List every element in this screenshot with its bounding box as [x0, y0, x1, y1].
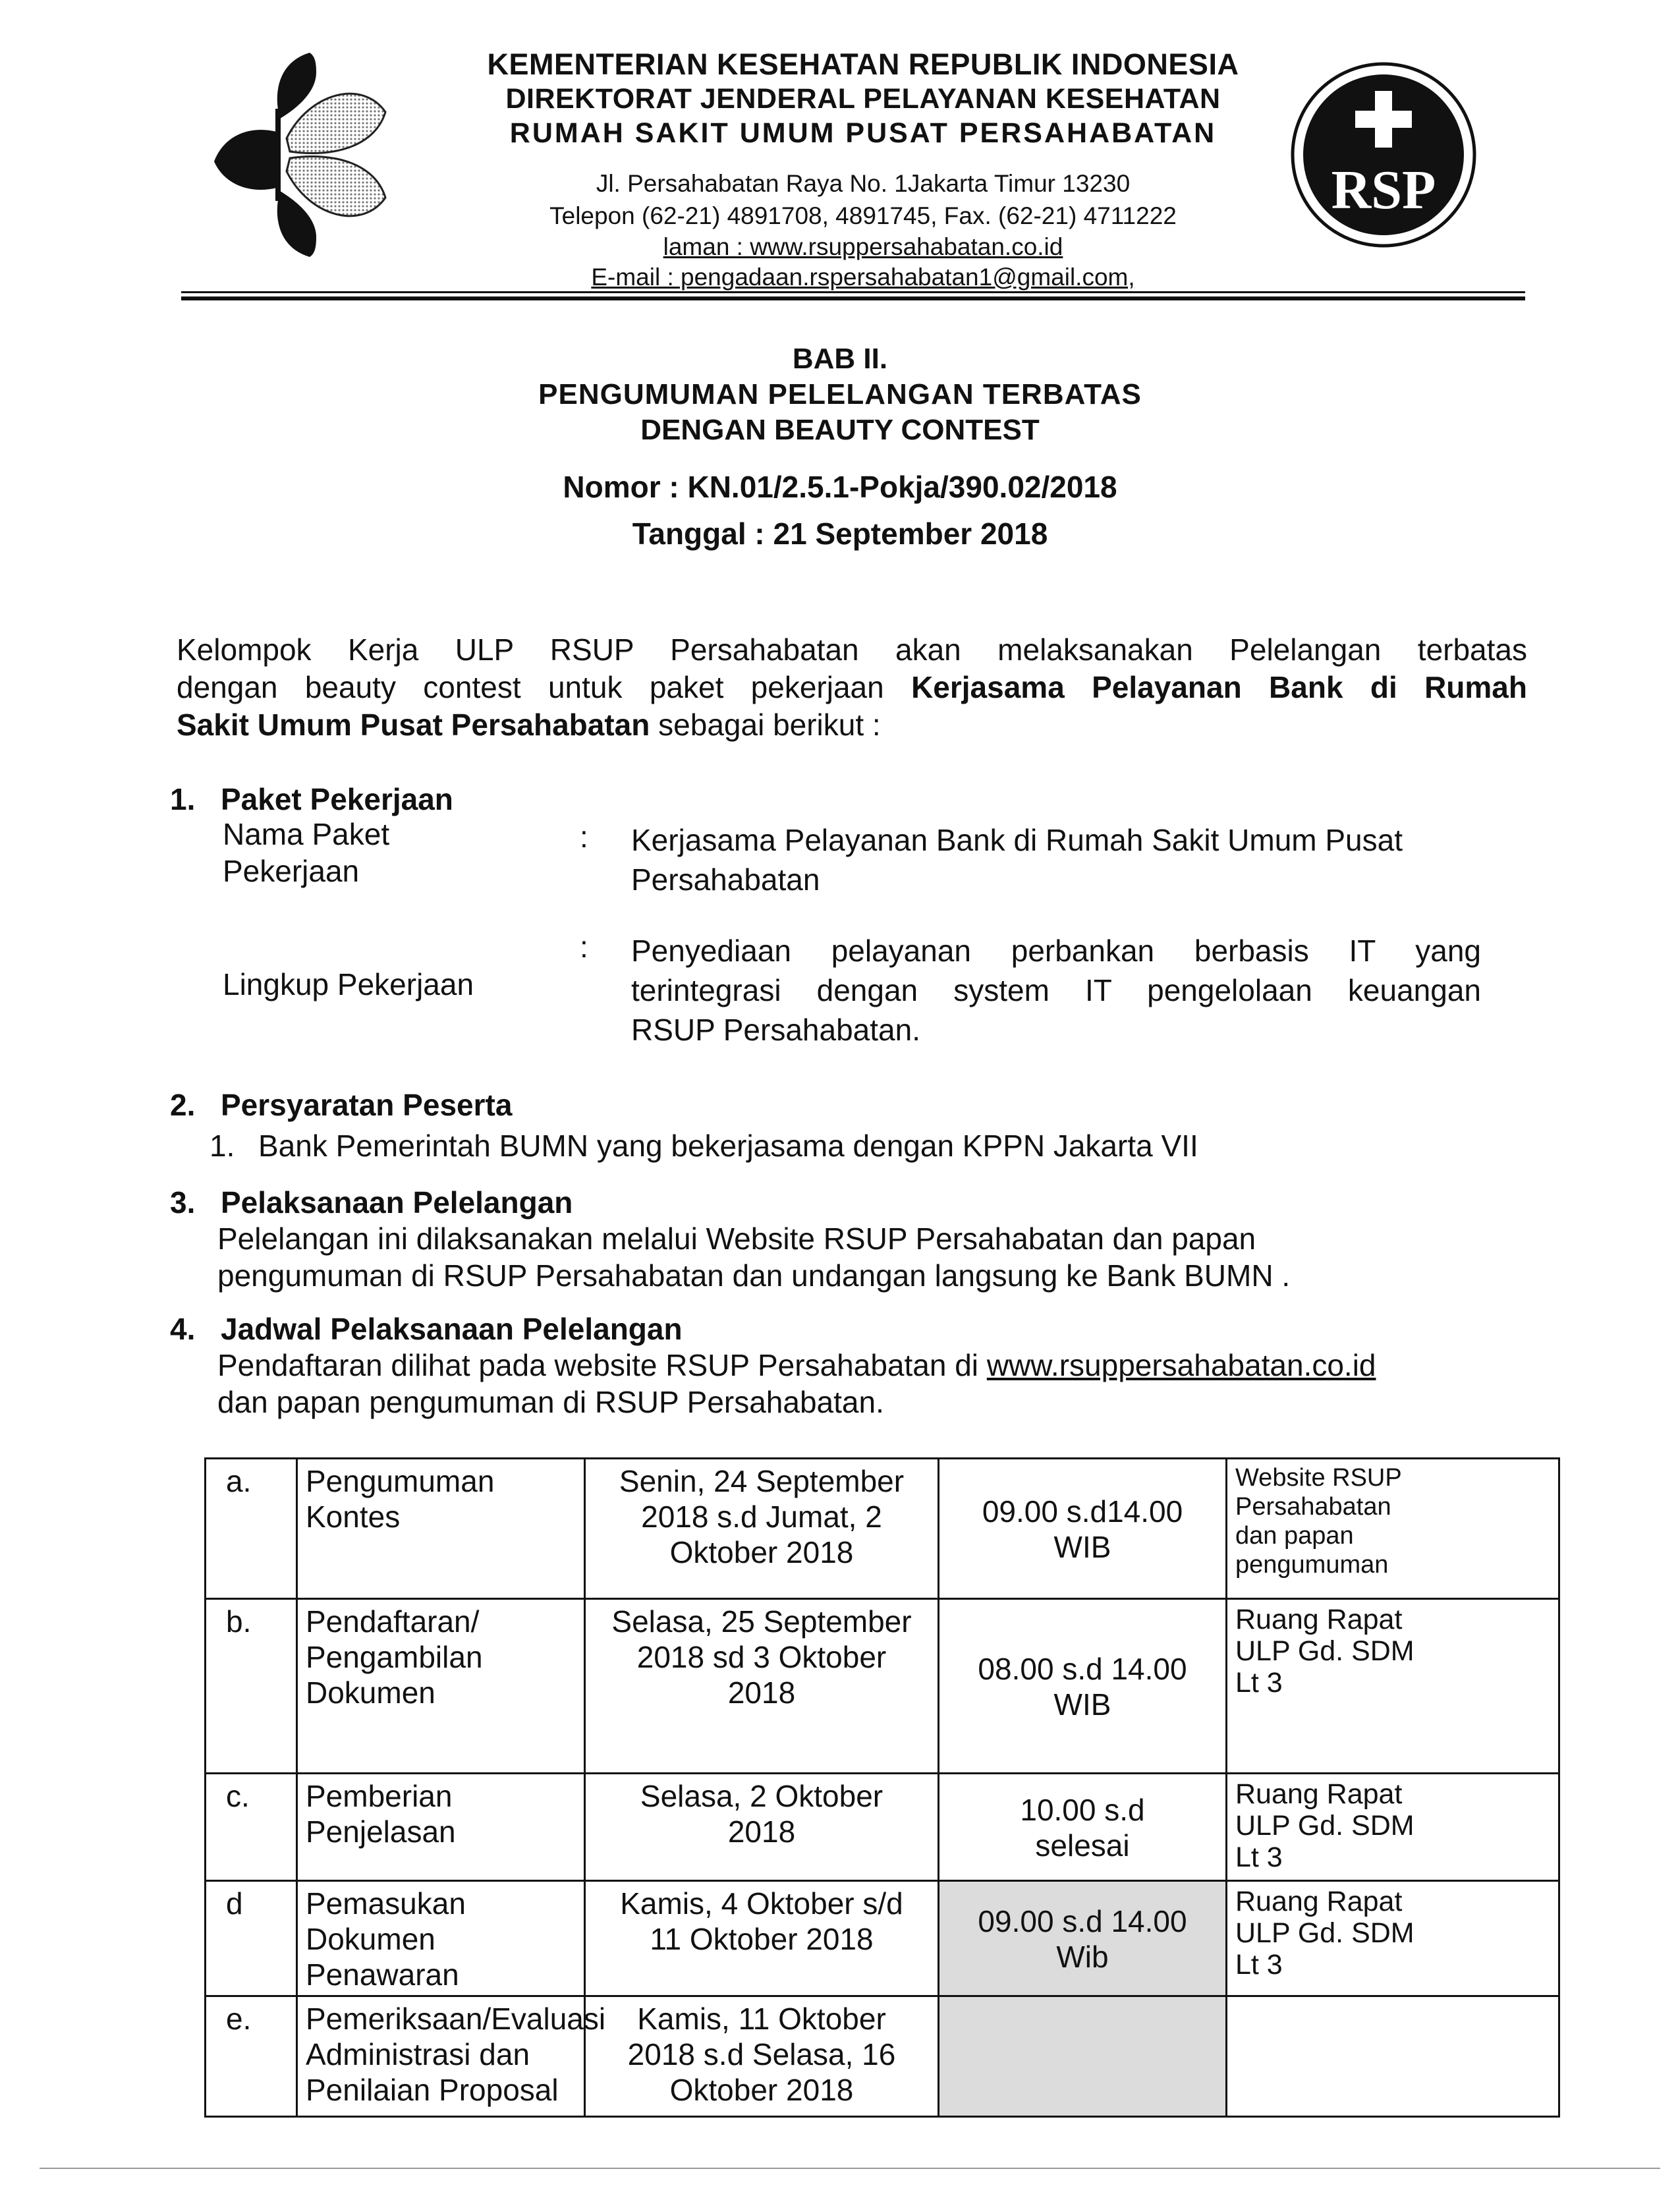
schedule-cell-activity-line: Administrasi dan	[306, 2037, 530, 2071]
rsp-logo	[1288, 59, 1479, 250]
work-scope-colon: :	[580, 930, 588, 964]
announcement-title-line1: PENGUMUMAN PELELANGAN TERBATAS	[538, 378, 1142, 410]
section4-line2: dan papan pengumuman di RSUP Persahabatan.	[217, 1385, 884, 1419]
chapter-heading: BAB II.	[792, 343, 888, 375]
section4-title: Jadwal Pelaksanaan Pelelangan	[221, 1312, 683, 1346]
schedule-cell-date-line: Senin, 24 September	[619, 1464, 905, 1498]
intro-line1: Kelompok Kerja ULP RSUP Persahabatan akan melaksanakan Pelelangan terbatas	[177, 633, 1527, 667]
schedule-cell-place-line: Ruang Rapat	[1235, 1604, 1403, 1635]
schedule-cell-date-line: Oktober 2018	[669, 2073, 854, 2107]
schedule-cell-place-line: Lt 3	[1235, 1842, 1283, 1873]
schedule-cell-activity	[297, 1774, 585, 1881]
hospital-name: RUMAH SAKIT UMUM PUSAT PERSAHABATAN	[509, 117, 1217, 149]
schedule-cell-place-line: Ruang Rapat	[1235, 1886, 1403, 1917]
schedule-row	[206, 1996, 1559, 2117]
schedule-cell-time	[939, 1774, 1227, 1881]
schedule-cell-activity-line: Pemeriksaan/Evaluasi	[306, 2002, 606, 2036]
schedule-cell-place-line: Lt 3	[1235, 1667, 1283, 1699]
schedule-cell-activity-line: Pengumuman Kontes	[306, 1464, 495, 1534]
schedule-cell-activity-line: Pengambilan	[306, 1640, 483, 1674]
schedule-letter: c.	[226, 1779, 250, 1813]
schedule-cell-time-line: selesai	[1035, 1828, 1130, 1863]
work-scope-value	[631, 931, 1481, 1050]
section3-line2: pengumuman di RSUP Persahabatan dan undangan langsung ke Bank BUMN .	[217, 1258, 1291, 1293]
section2-title: Persyaratan Peserta	[221, 1088, 513, 1122]
schedule-cell-activity-line: Penawaran	[306, 1957, 459, 1992]
schedule-cell-time-line: 09.00 s.d 14.00	[978, 1904, 1187, 1938]
schedule-cell-place	[1227, 1881, 1559, 1996]
schedule-cell-date-line: Kamis, 11 Oktober	[637, 2002, 886, 2036]
intro-line2-text: dengan beauty contest untuk paket pekerjaan	[177, 670, 912, 704]
schedule-cell-activity	[297, 1459, 585, 1599]
section2-number: 2.	[170, 1088, 196, 1122]
section1-title: Paket Pekerjaan	[221, 782, 453, 816]
schedule-table-body	[206, 1459, 1559, 2117]
schedule-row	[206, 1881, 1559, 1996]
schedule-cell-time-line: 08.00 s.d 14.00	[978, 1652, 1187, 1686]
schedule-cell-place	[1227, 1996, 1559, 2117]
schedule-letter: a.	[226, 1464, 252, 1498]
schedule-cell-date-line: 2018 s.d Jumat, 2	[641, 1500, 882, 1534]
schedule-cell-date-line: Kamis, 4 Oktober s/d	[620, 1886, 903, 1921]
directorate-name: DIREKTORAT JENDERAL PELAYANAN KESEHATAN	[505, 83, 1221, 115]
schedule-cell-activity-line: Pendaftaran/	[306, 1604, 480, 1639]
intro-line2	[177, 669, 1527, 706]
ministry-name: KEMENTERIAN KESEHATAN REPUBLIK INDONESIA	[487, 47, 1239, 81]
document-date: Tanggal : 21 September 2018	[632, 517, 1048, 551]
schedule-cell-letter	[206, 1459, 297, 1599]
schedule-cell-time	[939, 1459, 1227, 1599]
section3-paragraph	[217, 1220, 1290, 1294]
hospital-address: Jl. Persahabatan Raya No. 1Jakarta Timur 13230	[596, 170, 1131, 197]
schedule-row	[206, 1459, 1559, 1599]
hospital-email: E-mail : pengadaan.rspersahabatan1@gmail.com,	[591, 264, 1135, 291]
schedule-cell-date-line: 11 Oktober 2018	[650, 1922, 874, 1956]
intro-line3	[177, 706, 1527, 744]
work-scope-value-line3: RSUP Persahabatan.	[631, 1013, 920, 1047]
package-name-label-line2: Pekerjaan	[223, 854, 360, 888]
schedule-cell-letter	[206, 1996, 297, 2117]
section3-title: Pelaksanaan Pelelangan	[221, 1185, 573, 1220]
schedule-cell-place	[1227, 1459, 1559, 1599]
schedule-cell-time-line: WIB	[1053, 1530, 1111, 1564]
header-divider-thin	[181, 291, 1525, 293]
schedule-cell-place-line: Lt 3	[1235, 1949, 1283, 1981]
schedule-cell-place-line: ULP Gd. SDM	[1235, 1917, 1414, 1949]
section4-paragraph	[217, 1347, 1376, 1420]
schedule-cell-activity	[297, 1599, 585, 1774]
schedule-cell-date	[585, 1459, 939, 1599]
schedule-cell-place-line: Ruang Rapat	[1235, 1778, 1403, 1810]
intro-paragraph	[177, 631, 1527, 744]
schedule-cell-date	[585, 1881, 939, 1996]
schedule-cell-place-line: ULP Gd. SDM	[1235, 1635, 1414, 1667]
intro-hospital-name: Sakit Umum Pusat Persahabatan	[177, 708, 650, 742]
schedule-cell-time-line: 10.00 s.d	[1020, 1793, 1145, 1827]
schedule-cell-activity-line: Pemberian Penjelasan	[306, 1779, 456, 1849]
schedule-cell-date	[585, 1996, 939, 2117]
website-link[interactable]: www.rsuppersahabatan.co.id	[986, 1348, 1376, 1382]
schedule-cell-place	[1227, 1599, 1559, 1774]
work-scope-value-line1: Penyediaan pelayanan perbankan berbasis IT yang	[631, 934, 1481, 968]
announcement-title-line2: DENGAN BEAUTY CONTEST	[640, 414, 1040, 446]
schedule-cell-activity-line: Dokumen	[306, 1675, 435, 1710]
schedule-cell-time	[939, 1996, 1227, 2117]
section3-line1: Pelelangan ini dilaksanakan melalui Website RSUP Persahabatan dan papan	[217, 1222, 1256, 1256]
intro-package-name: Kerjasama Pelayanan Bank di Rumah	[911, 670, 1527, 704]
schedule-cell-place-line: pengumuman	[1235, 1551, 1389, 1579]
schedule-cell-place	[1227, 1774, 1559, 1881]
schedule-table	[204, 1457, 1560, 2118]
schedule-letter: b.	[226, 1604, 252, 1639]
schedule-cell-letter	[206, 1599, 297, 1774]
intro-line3-text: sebagai berikut :	[650, 708, 881, 742]
package-name-label	[223, 816, 389, 889]
schedule-cell-date	[585, 1599, 939, 1774]
schedule-cell-time	[939, 1881, 1227, 1996]
section3-number: 3.	[170, 1185, 196, 1220]
schedule-row	[206, 1599, 1559, 1774]
schedule-cell-date-line: 2018	[727, 1675, 796, 1710]
kemenkes-logo	[211, 46, 389, 264]
schedule-cell-letter	[206, 1774, 297, 1881]
document-number: Nomor : KN.01/2.5.1-Pokja/390.02/2018	[563, 470, 1117, 504]
package-name-value	[631, 820, 1481, 899]
header-divider-thick	[181, 296, 1525, 300]
schedule-cell-activity	[297, 1881, 585, 1996]
schedule-cell-place-line: Persahabatan	[1235, 1493, 1391, 1521]
schedule-cell-date-line: 2018 sd 3 Oktober	[636, 1640, 887, 1674]
section1-number: 1.	[170, 782, 196, 816]
rsp-logo-text: RSP	[1331, 159, 1436, 221]
schedule-cell-date-line: 2018	[727, 1814, 796, 1849]
schedule-cell-place-line: dan papan	[1235, 1522, 1354, 1550]
requirement-item-number: 1.	[210, 1129, 235, 1163]
hospital-phone: Telepon (62-21) 4891708, 4891745, Fax. (62-21) 4711222	[549, 202, 1177, 229]
schedule-cell-place-line: ULP Gd. SDM	[1235, 1810, 1414, 1842]
section4-line1	[217, 1347, 1376, 1384]
package-name-label-line1: Nama Paket	[223, 817, 390, 851]
schedule-cell-date-line: Oktober 2018	[669, 1535, 854, 1569]
schedule-cell-activity	[297, 1996, 606, 2117]
schedule-cell-date-line: Selasa, 2 Oktober	[640, 1779, 883, 1813]
page-bottom-line	[40, 2168, 1660, 2169]
hospital-website: laman : www.rsuppersahabatan.co.id	[663, 233, 1063, 260]
schedule-cell-letter	[206, 1881, 297, 1996]
package-name-value-line1: Kerjasama Pelayanan Bank di Rumah Sakit Umum Pusat	[631, 823, 1403, 857]
package-name-value-line2: Persahabatan	[631, 862, 820, 897]
work-scope-value-line2: terintegrasi dengan system IT pengelolaan keuangan	[631, 973, 1481, 1007]
package-name-colon: :	[580, 820, 588, 854]
section4-number: 4.	[170, 1312, 196, 1346]
schedule-cell-activity-line: Pemasukan Dokumen	[306, 1886, 466, 1956]
schedule-cell-time-line: WIB	[1053, 1687, 1111, 1722]
schedule-cell-place-line: Website RSUP	[1235, 1464, 1402, 1492]
schedule-row	[206, 1774, 1559, 1881]
schedule-cell-time-line: 09.00 s.d14.00	[982, 1494, 1183, 1529]
schedule-cell-time-line: Wib	[1056, 1940, 1109, 1974]
work-scope-label: Lingkup Pekerjaan	[223, 967, 474, 1001]
schedule-cell-date-line: 2018 s.d Selasa, 16	[627, 2037, 896, 2071]
schedule-letter: d	[226, 1886, 243, 1921]
requirement-item-text: Bank Pemerintah BUMN yang bekerjasama dengan KPPN Jakarta VII	[258, 1129, 1198, 1163]
section4-line1-text: Pendaftaran dilihat pada website RSUP Persahabatan di	[217, 1348, 987, 1382]
schedule-cell-date	[585, 1774, 939, 1881]
schedule-cell-time	[939, 1599, 1227, 1774]
schedule-cell-activity-line: Penilaian Proposal	[306, 2073, 559, 2107]
schedule-letter: e.	[226, 2002, 252, 2036]
schedule-cell-date-line: Selasa, 25 September	[611, 1604, 912, 1639]
